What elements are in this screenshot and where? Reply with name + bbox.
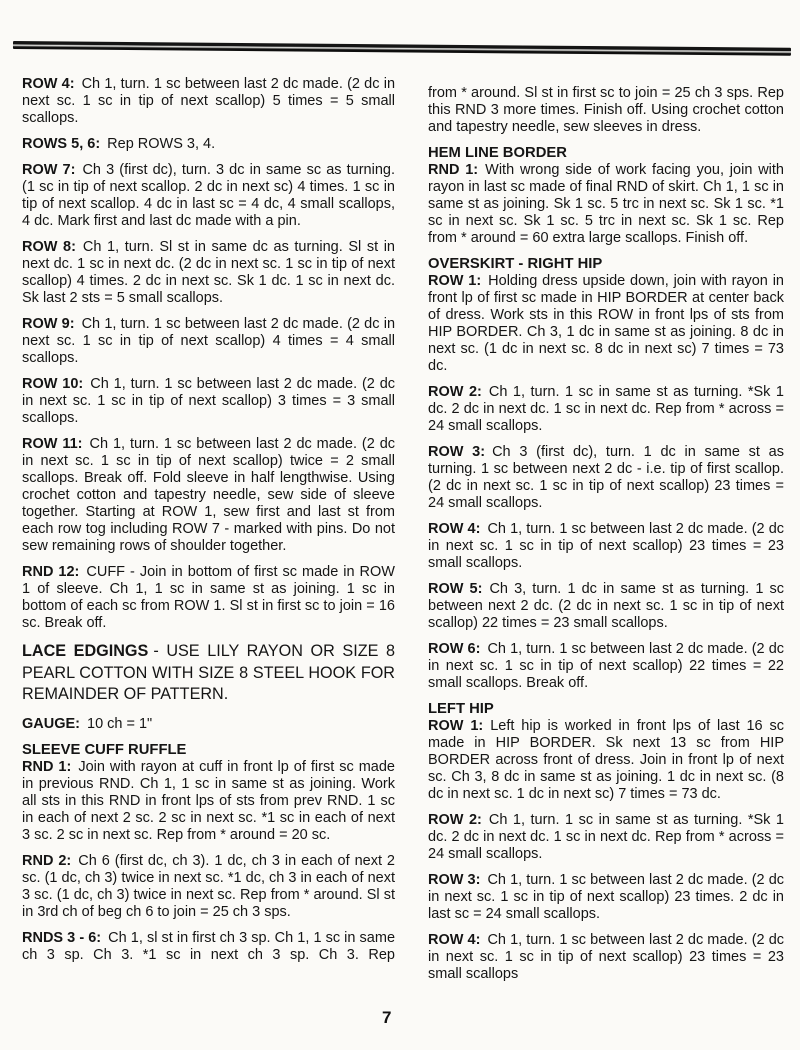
- row-label: ROWS 5, 6:: [22, 136, 101, 152]
- gauge-value: 10 ch = 1": [87, 715, 153, 732]
- row-label: ROW 1:: [428, 718, 484, 734]
- paragraph-row-8: [22, 239, 395, 307]
- paragraph-text: Ch 3, turn. 1 dc in same st as turning. 1 sc between next 2 dc. (2 dc in next sc. 1 sc in tip of next scallop) 22 times = 23 small scallops.: [428, 581, 784, 631]
- paragraph-text: Join with rayon at cuff in front lp of first sc made in previous RND. Ch 1, 1 sc in same st as joining. Work all sts in this RND in front lps of sts from prev RND. 1 sc in each of next 2 sc. 2 sc in next sc. *1 sc in each of next 3 sc. 2 sc in next sc. Rep from * around = 20 sc.: [22, 758, 395, 843]
- paragraph-rnd-1: [22, 759, 395, 844]
- row-label: RND 1:: [22, 758, 72, 775]
- paragraph-text: Ch 1, turn. 1 sc between last 2 dc made. (2 dc in next sc. 1 sc in tip of next scallop) 22 times = 22 small scallops. Break off.: [428, 641, 785, 691]
- top-rule: [13, 41, 791, 56]
- paragraph-text: Ch 1, turn. Sl st in same dc as turning. Sl st in next dc. 1 sc in next dc. (2 dc in next sc. 1 sc in tip of next scallop) 4 times. 2 dc in next sc. Sk 1 dc. 1 sc in next dc. Sk last 2 sts = 5 small scallops.: [22, 239, 395, 306]
- row-label: ROW 4:: [428, 521, 481, 537]
- row-label: ROW 10:: [22, 376, 84, 392]
- section-heading-sleeve-cuff-ruffle: SLEEVE CUFF RUFFLE: [22, 741, 187, 758]
- paragraph-text: Ch 3 (first dc), turn. 1 dc in same st as turning. 1 sc between next 2 dc - i.e. tip of first scallop. (2 dc in next sc. 1 sc in tip of next scallop) 23 times = 24 small scallops.: [428, 444, 784, 511]
- row-label: RNDS 3 - 6:: [22, 929, 102, 946]
- paragraph-text: Ch 1, turn. 1 sc between last 2 dc made. (2 dc in next sc. 1 sc in tip of next scallop) 23 times = 23 small scallops.: [428, 521, 785, 571]
- lace-edgings-note: [22, 641, 395, 706]
- paragraph-hem-rnd-1: [428, 162, 784, 247]
- right-column: [428, 76, 784, 983]
- paragraph-overskirt-row-5: [428, 581, 784, 632]
- paragraph-overskirt-row-3: [428, 444, 784, 512]
- gauge-line: [22, 716, 395, 733]
- paragraph-text: Ch 1, turn. 1 sc between last 2 dc made. (2 dc in next sc. 1 sc in tip of next scallop) 3 times = 3 small scallops.: [22, 376, 396, 426]
- paragraph-lefthip-row-2: [428, 812, 784, 863]
- paragraph-text: Ch 6 (first dc, ch 3). 1 dc, ch 3 in each of next 2 sc. (1 dc, ch 3) twice in next sc. *1 dc, ch 3 in each of next 3 sc. (1 dc, ch 3) twice in next sc. Rep from * around. Sl st in 3rd ch of beg ch 6 to join = 25 ch 3 sps.: [22, 852, 395, 920]
- row-label: ROW 3:: [428, 444, 486, 460]
- paragraph-text: Ch 1, turn. 1 sc between last 2 dc made. (2 dc in next sc. 1 sc in tip of next scallop) 23 times = 23 small scallops: [428, 932, 785, 982]
- paragraph-text: from * around. Sl st in first sc to join = 25 ch 3 sps. Rep this RND 3 more times. Finish off. Using crochet cotton and tapestry needle, sew sleeves in dress.: [428, 85, 784, 135]
- paragraph-rnd-12: [22, 564, 395, 632]
- paragraph-text: Left hip is worked in front lps of last 16 sc made in HIP BORDER. Sk next 13 sc from HIP BORDER across front of dress. Join in front lp of next sc. Ch 3, 8 dc in same st as joining. 1 dc in next sc. (8 dc in next sc. 1 dc in next sc) 7 times = 73 dc.: [428, 718, 785, 802]
- paragraph-lefthip-row-4: [428, 932, 784, 983]
- row-label: ROW 5:: [428, 581, 483, 597]
- row-label: ROW 4:: [428, 932, 481, 948]
- row-label: ROW 3:: [428, 872, 481, 888]
- row-label: ROW 6:: [428, 641, 481, 657]
- paragraph-text: With wrong side of work facing you, join with rayon in last sc made of final RND of skirt. Ch 1, 1 sc in same st as joining. Sk 1 sc. 5 trc in next sc. Sk 1 sc. *1 sc in next sc. Sk 1 sc. 5 trc in next sc. Sk 1 sc. Rep from * around = 60 extra large scallops. Finish off.: [428, 162, 784, 246]
- paragraph-lefthip-row-1: [428, 718, 784, 803]
- paragraph-text: Ch 1, turn. 1 sc between last 2 dc made. (2 dc in next sc. 1 sc in tip of next scallop) twice = 2 small scallops. Break off. Fold sleeve in half lengthwise. Using crochet cotton and tapestry needle, sew side of sleeve together. Starting at ROW 1, sew first and last st from each row tog including ROW 7 - marked with pins. Do not sew remaining rows of shoulder together.: [22, 436, 396, 554]
- paragraph-overskirt-row-4: [428, 521, 784, 572]
- paragraph-overskirt-row-2: [428, 384, 784, 435]
- row-label: ROW 8:: [22, 239, 76, 255]
- row-label: ROW 2:: [428, 384, 482, 400]
- section-heading-hem-line-border: HEM LINE BORDER: [428, 145, 567, 161]
- row-label: RND 12:: [22, 564, 80, 580]
- section-heading-left-hip: LEFT HIP: [428, 701, 494, 717]
- row-label: RND 1:: [428, 162, 479, 178]
- row-label: ROW 9:: [22, 316, 75, 332]
- gauge-label: GAUGE:: [22, 715, 80, 732]
- paragraph-overskirt-row-1: [428, 273, 784, 375]
- paragraph-rows-5-6: [22, 136, 395, 153]
- text-columns: [22, 76, 784, 983]
- paragraph-rnd-2: [22, 853, 395, 921]
- paragraph-text: Ch 1, turn. 1 sc in same st as turning. *Sk 1 dc. 2 dc in next dc. 1 sc in next dc. Rep from * across = 24 small scallops.: [428, 812, 784, 862]
- lace-edgings-text: - USE LILY RAYON OR SIZE 8 PEARL COTTON WITH SIZE 8 STEEL HOOK FOR REMAINDER OF PATTERN.: [22, 642, 396, 703]
- page-number: 7: [382, 1008, 392, 1027]
- row-label: ROW 7:: [22, 162, 76, 178]
- paragraph-text: Ch 1, turn. 1 sc in same st as turning. *Sk 1 dc. 2 dc in next dc. 1 sc in next dc. Rep from * across = 24 small scallops.: [428, 384, 784, 434]
- row-label: ROW 4:: [22, 76, 75, 92]
- paragraph-text: Rep ROWS 3, 4.: [107, 136, 216, 152]
- paragraph-text: Ch 1, turn. 1 sc between last 2 dc made. (2 dc in next sc. 1 sc in tip of next scallop) 5 times = 5 small scallops.: [22, 76, 396, 126]
- paragraph-row-10: [22, 376, 395, 427]
- row-label: ROW 1:: [428, 273, 482, 289]
- paragraph-continuation: [428, 85, 784, 136]
- paragraph-text: Ch 1, turn. 1 sc between last 2 dc made. (2 dc in next sc. 1 sc in tip of next scallop) 23 times. 2 dc in last sc = 24 small scallops.: [428, 872, 785, 922]
- lace-edgings-label: LACE EDGINGS: [22, 642, 149, 660]
- paragraph-text: CUFF - Join in bottom of first sc made in ROW 1 of sleeve. Ch 1, 1 sc in same st as joining. 1 sc in bottom of each sc from ROW 1. Sl st in first sc to join = 16 sc. Break off.: [22, 564, 395, 631]
- paragraph-row-11: [22, 436, 395, 555]
- paragraph-row-7: [22, 162, 395, 230]
- paragraph-text: Ch 3 (first dc), turn. 3 dc in same sc as turning. (1 sc in tip of next scallop. 2 dc in next sc) 4 times. 1 sc in tip of next scallop. 4 dc in last sc = 4 dc, 4 small scallops, 4 dc. Mark first and last dc made with a pin.: [22, 162, 395, 229]
- paragraph-text: Ch 1, sl st in first ch 3 sp. Ch 1, 1 sc in same ch 3 sp. Ch 3. *1 sc in next ch 3 sp. Ch 3. Rep: [22, 929, 396, 963]
- paragraph-row-4: [22, 76, 395, 127]
- paragraph-row-9: [22, 316, 395, 367]
- paragraph-text: Ch 1, turn. 1 sc between last 2 dc made. (2 dc in next sc. 1 sc in tip of next scallop) 4 times = 4 small scallops.: [22, 316, 396, 366]
- row-label: ROW 11:: [22, 436, 83, 452]
- left-column: [22, 76, 395, 983]
- row-label: ROW 2:: [428, 812, 482, 828]
- row-label: RND 2:: [22, 852, 72, 869]
- section-heading-overskirt-right-hip: OVERSKIRT - RIGHT HIP: [428, 256, 603, 272]
- paragraph-overskirt-row-6: [428, 641, 784, 692]
- paragraph-rnds-3-6: [22, 930, 395, 964]
- paragraph-text: Holding dress upside down, join with rayon in front lp of first sc made in HIP BORDER at center back of dress. Work sts in this ROW in front lps of sts from HIP BORDER. Ch 3, 1 dc in same st as joining. 8 dc in next sc. (1 dc in next sc. 8 dc in next sc) 7 times = 73 dc.: [428, 273, 784, 374]
- paragraph-lefthip-row-3: [428, 872, 784, 923]
